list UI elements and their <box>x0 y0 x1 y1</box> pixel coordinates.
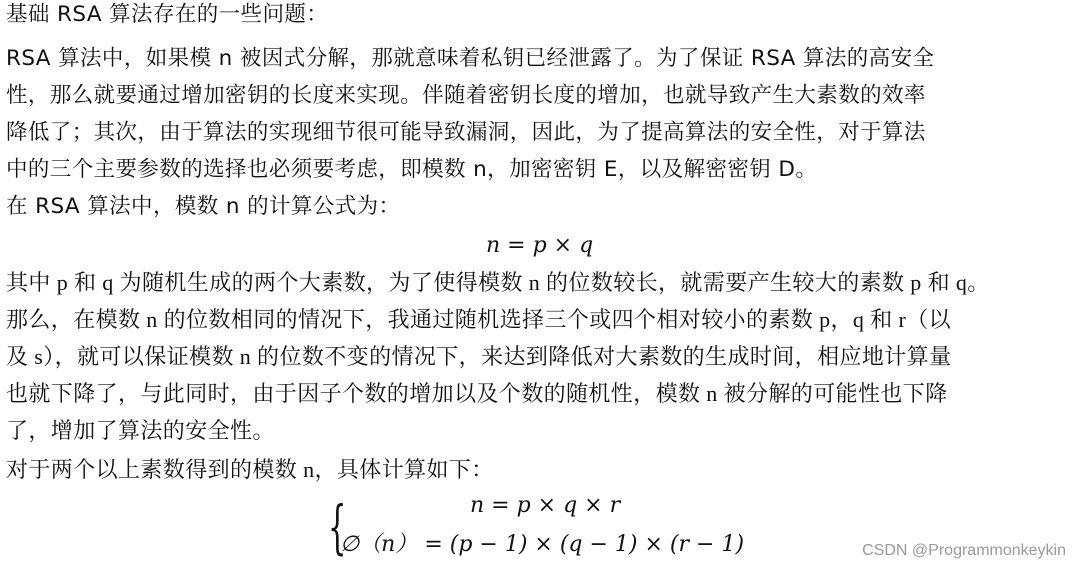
text-line-12: 对于两个以上素数得到的模数 n，具体计算如下： <box>6 457 494 482</box>
text-line-5: 中的三个主要参数的选择也必须要考虑，即模数 n，加密密钥 E，以及解密密钥 D。 <box>6 157 818 182</box>
text-line-4: 降低了；其次，由于算法的实现细节很可能导致漏洞，因此，为了提高算法的安全性，对于算法 <box>6 120 926 145</box>
csdn-watermark: CSDN @Programmonkeykin <box>862 542 1066 559</box>
formula-n-equals-pq: n = p × q <box>486 233 594 258</box>
text-line-7: 其中 p 和 q 为随机生成的两个大素数，为了使得模数 n 的位数较长，就需要产生较大的素数 p 和 q。 <box>6 270 990 295</box>
text-line-8: 那么，在模数 n 的位数相同的情况下，我通过随机选择三个或四个相对较小的素数 p，q 和 r（以 <box>6 307 952 332</box>
left-brace-icon: { <box>328 493 347 561</box>
text-line-3: 性，那么就要通过增加密钥的长度来实现。伴随着密钥长度的增加，也就导致产生大素数的效率 <box>6 83 926 108</box>
system-equation-line-1: n = p × q × r <box>470 493 621 518</box>
system-equation-line-2: ∅（n） = (p − 1) × (q − 1) × (r − 1) <box>340 532 745 557</box>
text-line-9: 及 s），就可以保证模数 n 的位数不变的情况下，来达到降低对大素数的生成时间，相应地计算量 <box>6 344 952 369</box>
text-line-1: 基础 RSA 算法存在的一些问题： <box>6 2 329 27</box>
text-line-2: RSA 算法中，如果模 n 被因式分解，那就意味着私钥已经泄露了。为了保证 RSA 算法的高安全 <box>6 46 935 71</box>
text-line-10: 也就下降了，与此同时，由于因子个数的增加以及个数的随机性，模数 n 被分解的可能性也下降 <box>6 381 948 406</box>
text-line-6: 在 RSA 算法中，模数 n 的计算公式为： <box>6 194 401 219</box>
text-line-11: 了，增加了算法的安全性。 <box>6 418 275 443</box>
